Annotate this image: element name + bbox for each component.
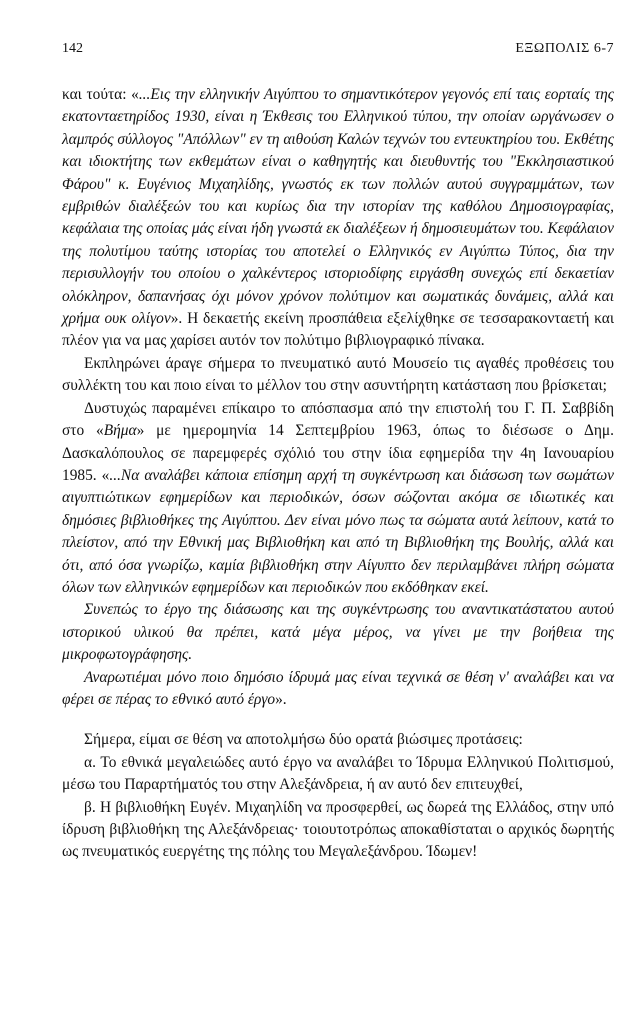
text-run: ». Η δεκαετής εκείνη προσπάθεια εξελίχθηκε σε τεσσαρακονταετή και πλέον για να μας χαρίσει αυτόν τον πολύτιμο βιβλιογραφικό πίνακα.: [62, 310, 615, 350]
text-run: » με ημερομηνία 14 Σεπτεμβρίου 1963, όπως το διέσωσε ο Δημ. Δασκαλόπουλος σε παρεμφερές σχόλιό του στην ίδια εφημερίδα την 4η Ιανουαρίου 1985. «: [62, 422, 614, 484]
running-header: [62, 38, 614, 60]
italic-text-run: Συνεπώς το έργο της διάσωσης και της συγκέντρωσης του αναντικατάστατου αυτού ιστορικού υλικού θα πρέπει, κατά μέγα μέρος, να γίνει με την βοήθεια της μικροφωτογράφησης.: [62, 601, 614, 664]
proposal-a: [62, 752, 614, 797]
text-run: β. Η βιβλιοθήκη Ευγέν. Μιχαηλίδη να προσφερθεί, ως δωρεά της Ελλάδος, στην υπό ίδρυση βιβλιοθήκη της Αλεξάνδρειας· τοιουτοτρόπως αποκαθίσταται ο αρχικός δωρητής ως πνευματικός ευεργέτης της πόλης του Μεγαλεξάνδρου. Ίδωμεν!: [62, 798, 614, 861]
text-run: Εκπληρώνει άραγε σήμερα το πνευματικό αυτό Μουσείο τις αγαθές προθέσεις του συλλέκτη του και ποιο είναι το μέλλον του στην ασυντήρητη κατάσταση που βρίσκεται;: [62, 354, 614, 395]
text-run: ».: [275, 690, 287, 708]
paragraph-microfilm: [62, 599, 614, 666]
paragraph-wonder: [62, 667, 614, 712]
paragraph-savvidis-letter: [62, 398, 614, 600]
page-number: 142: [62, 41, 83, 56]
text-run: α. Το εθνικά μεγαλειώδες αυτό έργο να αναλάβει το Ίδρυμα Ελληνικού Πολιτισμού, μέσω του Παραρτήματός του στην Αλεξάνδρεια, ή αν αυτό δεν επιτευχθεί,: [62, 753, 614, 794]
paragraph-proposals-intro: [62, 729, 614, 751]
italic-text-run: ...Να αναλάβει κάποια επίσημη αρχή τη συγκέντρωση και διάσωση των σωμάτων αιγυπτιώτικων εφημερίδων και περιοδικών, όσων σώζονται ακόμα σε ιδιωτικές και δημόσιες βιβλιοθήκες της Αιγύπτου. Δεν είναι μόνο πως τα σώματα αυτά λείπουν, κατά το πλείστον, από την Εθνική μας Βιβλιοθήκη και από τη Βιβλιοθήκη της Βουλής, αλλά και ότι, από όσα γνωρίζω, καμία βιβλιοθήκη στην Αίγυπτο δεν περιλαμβάνει πλήρη σώματα όλων των ελληνικών εφημερίδων και περιοδικών που εκδόθηκαν εκεί.: [62, 466, 615, 596]
proposal-b: [62, 797, 614, 864]
italic-text-run: ...Εις την ελληνικήν Αιγύπτου το σημαντικότερον γεγονός επί ταις εορταίς της εκατονταετηρίδος 1930, είναι η Έκθεσις του Ελληνικού τύπου, την οποίαν ωργάνωσεν ο λαμπρός σύλλογος "Απόλλων" εν τη αιθούση Καλών τεχνών του εντευκτηρίου του. Εκθέτης και ιδιοκτήτης των εκθεμάτων είναι ο καθηγητής και διευθυντής του "Εκκλησιαστικού Φάρου" κ. Ευγένιος Μιχαηλίδης, γνωστός εκ των πολλών αυτού συγγραμμάτων, των εμβριθών διαλέξεών του και κυρίως δια την ιστορίαν της καθόλου Δημοσιογραφίας, κεφάλαια της οποίας μάς είναι ήδη γνωστά εκ διαλέξεων ή δημοσιευμάτων του. Κεφάλαιον της πολυτίμου ταύτης ιστορίας του αποτελεί ο Ελληνικός εν Αιγύπτω Τύπος, δια την περισυλλογήν του οποίου ο χαλκέντερος ιστοριοδίφης ειργάσθη συνεχώς επί δεκαετίαν ολόκληρον, δαπανήσας όχι μόνον χρόνον πολύτιμον και σωματικάς δυνάμεις, αλλά και χρήμα ουκ ολίγον: [62, 86, 615, 328]
paragraph-quote-michailidis: [62, 84, 614, 353]
journal-title: ΕΞΩΠΟΛΙΣ 6-7: [515, 41, 614, 56]
italic-text-run: Βήμα: [103, 422, 137, 440]
text-run: και τούτα: «: [62, 86, 139, 103]
text-run: Δυστυχώς παραμένει επίκαιρο το απόσπασμα από την επιστολή του Γ. Π. Σαββίδη στο «: [62, 399, 614, 440]
paragraph-question: [62, 353, 614, 398]
italic-text-run: Αναρωτιέμαι μόνο ποιο δημόσιο ίδρυμά μας είναι τεχνικά σε θέση ν' αναλάβει και να φέρει σε πέρας το εθνικό αυτό έργο: [62, 668, 614, 708]
text-run: Σήμερα, είμαι σε θέση να αποτολμήσω δύο ορατά βιώσιμες προτάσεις:: [84, 731, 523, 749]
article-body: [62, 84, 614, 864]
